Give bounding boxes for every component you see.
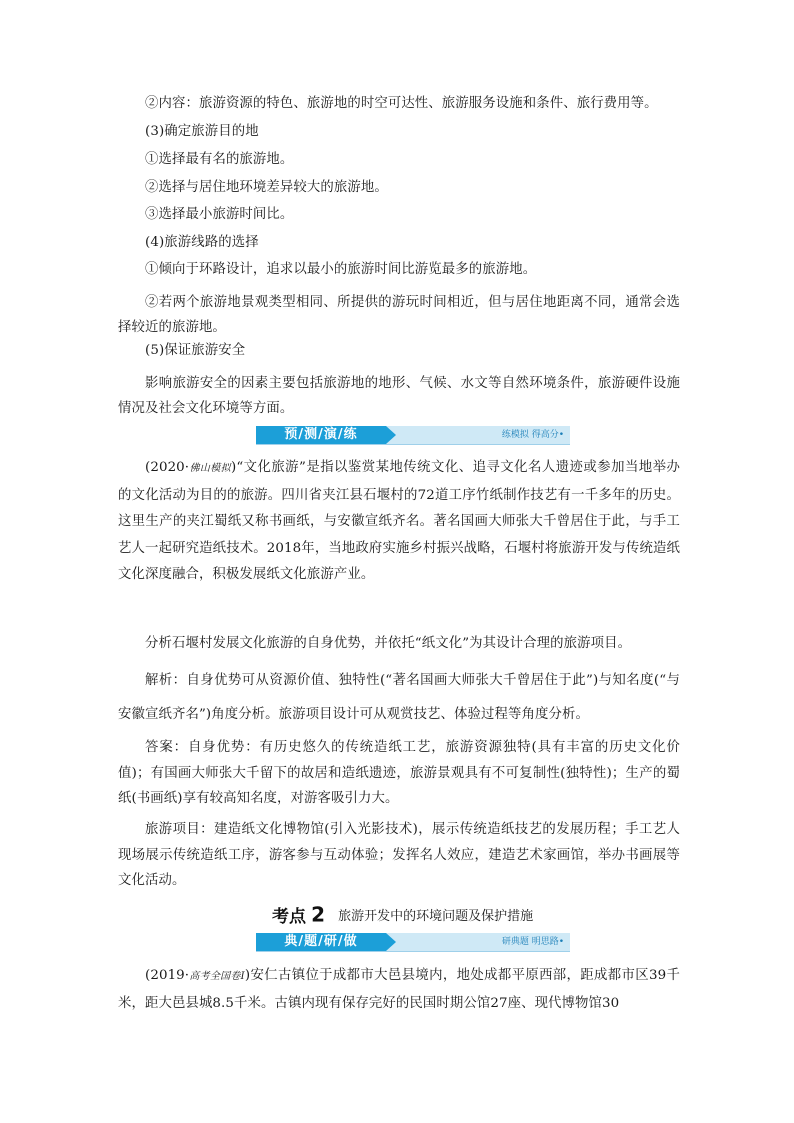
section-title: 旅游开发中的环境问题及保护措施 bbox=[338, 909, 534, 924]
heading-route: (4)旅游线路的选择 bbox=[145, 235, 259, 250]
question-source: 佛山模拟 bbox=[189, 463, 231, 474]
answer-paragraph: 答案：自身优势：有历史悠久的传统造纸工艺，旅游资源独特(具有丰富的历史文化价值)；有国画大师张大千留下的故居和造纸遗迹，旅游景观具有不可复制性(独特性)；生产的蜀纸(书画纸)享有较高知名度，对游客吸引力大。 bbox=[118, 740, 680, 806]
question-task: 分析石堰村发展文化旅游的自身优势，并依托“纸文化”为其设计合理的旅游项目。 bbox=[145, 636, 632, 651]
example-banner bbox=[256, 933, 570, 952]
question-source: 高考全国卷Ⅰ bbox=[189, 971, 245, 982]
source-open: (2019· bbox=[145, 968, 190, 983]
list-item: ②若两个旅游地景观类型相同、所提供的游玩时间相近，但与居住地距离不同，通常会选择较近的旅游地。 bbox=[118, 295, 680, 335]
heading-safety: (5)保证旅游安全 bbox=[145, 343, 246, 358]
question-paragraph bbox=[118, 455, 680, 589]
safety-paragraph: 影响旅游安全的因素主要包括旅游地的地形、气候、水文等自然环境条件，旅游硬件设施情况及社会文化环境等方面。 bbox=[118, 376, 680, 416]
source-close: ) bbox=[230, 460, 237, 475]
banner-tag: 研典题 明思路• bbox=[501, 937, 564, 947]
banner-label: 典/题/研/做 bbox=[256, 933, 386, 951]
question-body: “文化旅游”是指以鉴赏某地传统文化、追寻文化名人遗迹或参加当地举办的文化活动为目的的旅游。四川省夹江县石堰村的72道工序竹纸制作技艺有一千多年的历史。这里生产的夹江蜀纸又称书画纸，与安徽宣纸齐名。著名国画大师张大千曾居住于此，与手工艺人一起研究造纸技术。2018年，当地政府实施乡村振兴战略，石堰村将旅游开发与传统造纸文化深度融合，积极发展纸文化旅游产业。 bbox=[118, 460, 680, 582]
banner-label: 预/测/演/练 bbox=[256, 426, 386, 444]
analysis-paragraph: 解析：自身优势可从资源价值、独特性(“著名国画大师张大千曾居住于此”)与知名度(“与安徽宣纸齐名”)角度分析。旅游项目设计可从观赏技艺、体验过程等角度分析。 bbox=[118, 673, 680, 722]
source-close: ) bbox=[244, 968, 251, 983]
list-item: ②选择与居住地环境差异较大的旅游地。 bbox=[145, 180, 388, 195]
list-item: ①倾向于环路设计，追求以最小的旅游时间比游览最多的旅游地。 bbox=[145, 262, 537, 277]
list-item: ③选择最小旅游时间比。 bbox=[145, 207, 294, 222]
practice-banner bbox=[256, 426, 570, 445]
list-item: ①选择最有名的旅游地。 bbox=[145, 152, 294, 167]
question-body: 安仁古镇位于成都市大邑县境内，地处成都平原西部，距成都市区39千米，距大邑县城8.5千米。古镇内现有保存完好的民国时期公馆27座、现代博物馆30 bbox=[118, 968, 680, 1011]
question-paragraph bbox=[118, 962, 680, 1017]
section-label: 考点 bbox=[272, 907, 306, 927]
source-open: (2020· bbox=[145, 460, 190, 475]
content-line: ②内容：旅游资源的特色、旅游地的时空可达性、旅游服务设施和条件、旅行费用等。 bbox=[145, 96, 658, 111]
section-heading bbox=[272, 902, 533, 926]
section-number: 2 bbox=[311, 902, 326, 927]
banner-tag: 练模拟 得高分• bbox=[501, 430, 564, 440]
heading-destination: (3)确定旅游目的地 bbox=[145, 124, 259, 139]
project-paragraph: 旅游项目：建造纸文化博物馆(引入光影技术)，展示传统造纸技艺的发展历程；手工艺人现场展示传统造纸工序，游客参与互动体验；发挥名人效应，建造艺术家画馆，举办书画展等文化活动。 bbox=[118, 822, 680, 888]
